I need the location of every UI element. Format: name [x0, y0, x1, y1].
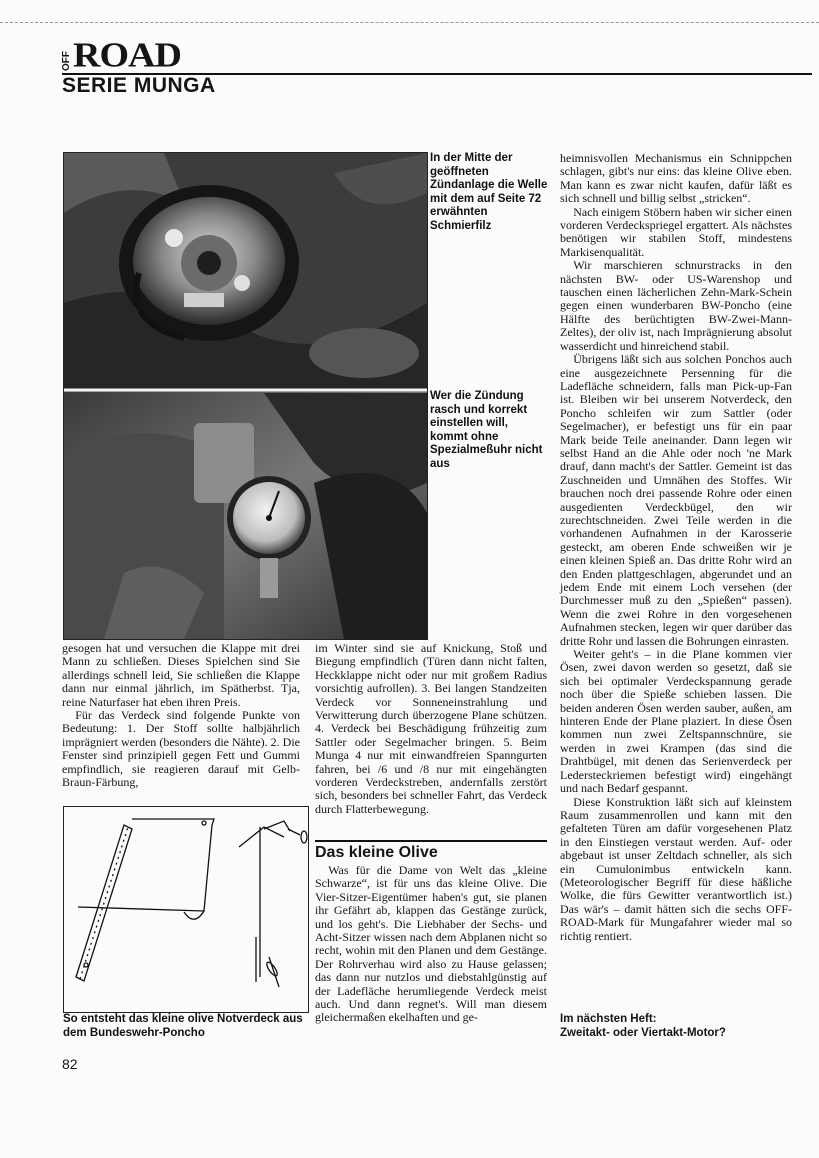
- paragraph: Nach einigem Stöbern haben wir sicher einen vorderen Verdeckspriegel ergattert. Als nächstes benötigen wir stabilen Stoff, mindestens Markisenqualität.: [560, 204, 792, 259]
- paragraph: im Winter sind sie auf Knickung, Stoß und Biegung empfindlich (Türen dann nicht falten, Heckklappe nicht oder nur mit großem Radius vorsichtig aufrollen). 3. Bei langen Standzeiten Verdeck vor Sonneneinstrahlung und Verwitterung durch überzogene Plane schützen. 4. Verdeck bei Beschädigung frühzeitig zum Sattler oder Segelmacher bringen. 5. Beim Munga 4 nur mit einwandfreien Spanngurten fahren, bei /6 und /8 nur mit eingehängten vorderen Verdeckstreben, andernfalls zerstört sich, besonders bei schneller Fahrt, das Verdeck durch Flatterbewegung.: [315, 641, 547, 816]
- photo-illustration: [64, 153, 427, 639]
- next-issue-topic: Zweitakt- oder Viertakt-Motor?: [560, 1026, 726, 1039]
- figure-poncho-drawing: [63, 806, 309, 1013]
- caption-photo-bottom: Wer die Zündung rasch und korrekt einstellen will, kommt ohne Spezialmeßuhr nicht aus: [430, 390, 543, 470]
- magazine-logo: [61, 36, 181, 75]
- column-1-text: [62, 642, 300, 789]
- column-2-text: [315, 642, 547, 816]
- paragraph: heimnisvollen Mechanismus ein Schnippchen schlagen, gibt's nur eins: das kleine Olive eben. Man kann es zwar nicht kaufen, dafür läßt es sich schnell und billig selbst „stricken“.: [560, 151, 792, 206]
- paragraph: Wir marschieren schnurstracks in den nächsten BW- oder US-Warenshop und tauschen einen lächerlichen Zehn-Mark-Schein gegen einen wunderbaren BW-Poncho (eine Hälfte des berüchtigten BW-Zwei-Mann-Zeltes), der oliv ist, nach Imprägnierung absolut wasserdicht und hinreichend stabil.: [560, 258, 792, 353]
- photo-dial-gauge: [64, 392, 427, 639]
- paragraph: Für das Verdeck sind folgende Punkte von Bedeutung: 1. Der Stoff sollte halbjährlich imprägniert werden (besonders die Nähte). 2. Die Fenster sind prinzipiell gegen Fett und Gummi empfindlich, sie reagieren darauf mit Gelb-Braun-Färbung,: [62, 708, 300, 790]
- logo-main: ROAD: [73, 36, 181, 75]
- caption-figure: So entsteht das kleine olive Notverdeck aus dem Bundeswehr-Poncho: [63, 1013, 303, 1039]
- next-issue-label: Im nächsten Heft:: [560, 1013, 657, 1025]
- section-heading: Das kleine Olive: [315, 840, 547, 862]
- paragraph: Was für die Dame von Welt das „kleine Schwarze“, ist für uns das kleine Olive. Die Vier-Sitzer-Eigentümer haben's gut, sie planen ihr Gefährt ab, klappen das Gestänge zurück, und los geht's. Die Liebhaber der Sechs- und Acht-Sitzer wissen nach dem Abplanen nicht so recht, wohin mit den Planen und dem Gestänge. Der Rohrverhau wird also zu Hause gelassen; das dann nur nutzlos und diebstahlgünstig auf der Ladefläche herumliegende Verdeck meist auch. Und dann regnet's. Will man diesem gleichermaßen ekelhaften und ge-: [315, 863, 547, 1025]
- next-issue-box: [560, 1013, 800, 1040]
- paragraph: Weiter geht's – in die Plane kommen vier Ösen, zwei davon werden so gesetzt, daß sie sich bei optimaler Verdeckspannung gerade noch über die Spieße schieben lassen. Die beiden anderen Ösen werden sauber, außen, am hinteren Ende der Plane plaziert. In diese Ösen kommen nun zwei Zeltspannschnüre, sie werden in zwei Krampen (das sind die Drahtbügel, mit denen das Serienverdeck per Ledersteckriemen befestigt wird) eingehängt und nach Bedarf gespannt.: [560, 647, 792, 796]
- photo-block: [63, 152, 428, 640]
- caption-photo-top: In der Mitte der geöffneten Zündanlage die Welle mit dem auf Seite 72 erwähnten Schmierfilz: [430, 152, 548, 232]
- logo-prefix: OFF: [61, 51, 72, 71]
- series-title: SERIE MUNGA: [62, 74, 216, 97]
- paragraph: Übrigens läßt sich aus solchen Ponchos auch eine ausgezeichnete Persenning für die Ladefläche schneidern, falls man Pick-up-Fan ist. Bleiben wir bei unserem Notverdeck, den Poncho schleifen wir zum Sattler (oder Segelmacher), er befestigt uns für ein paar Mark beide Teile aneinander. Dann legen wir selbst Hand an die Ahle oder noch 'ne Mark drauf, dann macht's der Sattler. Gemeint ist das Zuschneiden und Umnähen des Stoffes. Wir brauchen noch drei passende Rohre oder einen ausgedienten Verdeckbügel, den wir zurechtschneiden. Zwei Teile werden in die vorhandenen Aufnahmen in der Karosserie gesteckt, am oberen Ende schweißen wir je einen kleinen Spieß an. Das dritte Rohr wird an den Enden plattgeschlagen, abgerundet und an jedem Ende mit einem Loch versehen (der Durchmesser muß zu den „Spießen“ passen). Wenn die zwei Rohre in den vorgesehenen Aufnahmen stecken, legen wir quer darüber das dritte Rohr und lassen die Bohrungen einrasten.: [560, 352, 792, 648]
- poncho-sketch: [64, 807, 308, 1012]
- paragraph: Diese Konstruktion läßt sich auf kleinstem Raum zusammenrollen und kann mit den gefalteten Türen am dafür vorgesehenen Platz in den Einstiegen verstaut werden. Auf- oder abgebaut ist unser Zeltdach schneller, als sich ein Cumulonimbus entwickeln kann. (Meteorologischer Begriff für diese häßliche Wolke, die fürs Gewitter verantwortlich ist.) Das wär's – damit hätten sich die sechs OFF-ROAD-Mark für Mungafahrer wieder mal so richtig rentiert.: [560, 794, 792, 943]
- column-3-text: [560, 152, 792, 943]
- paragraph: gesogen hat und versuchen die Klappe mit drei Mann zu schließen. Dieses Spielchen sind Sie allerdings schnell leid, Sie schließen die Klappe dann nur einmal jährlich, im Spätherbst. Tja, reine Naturfaser hat eben ihren Preis.: [62, 641, 300, 709]
- photo-distributor: [64, 153, 427, 389]
- top-scan-line: [0, 22, 819, 23]
- page-number: 82: [62, 1056, 78, 1072]
- column-2-continued: [315, 864, 547, 1025]
